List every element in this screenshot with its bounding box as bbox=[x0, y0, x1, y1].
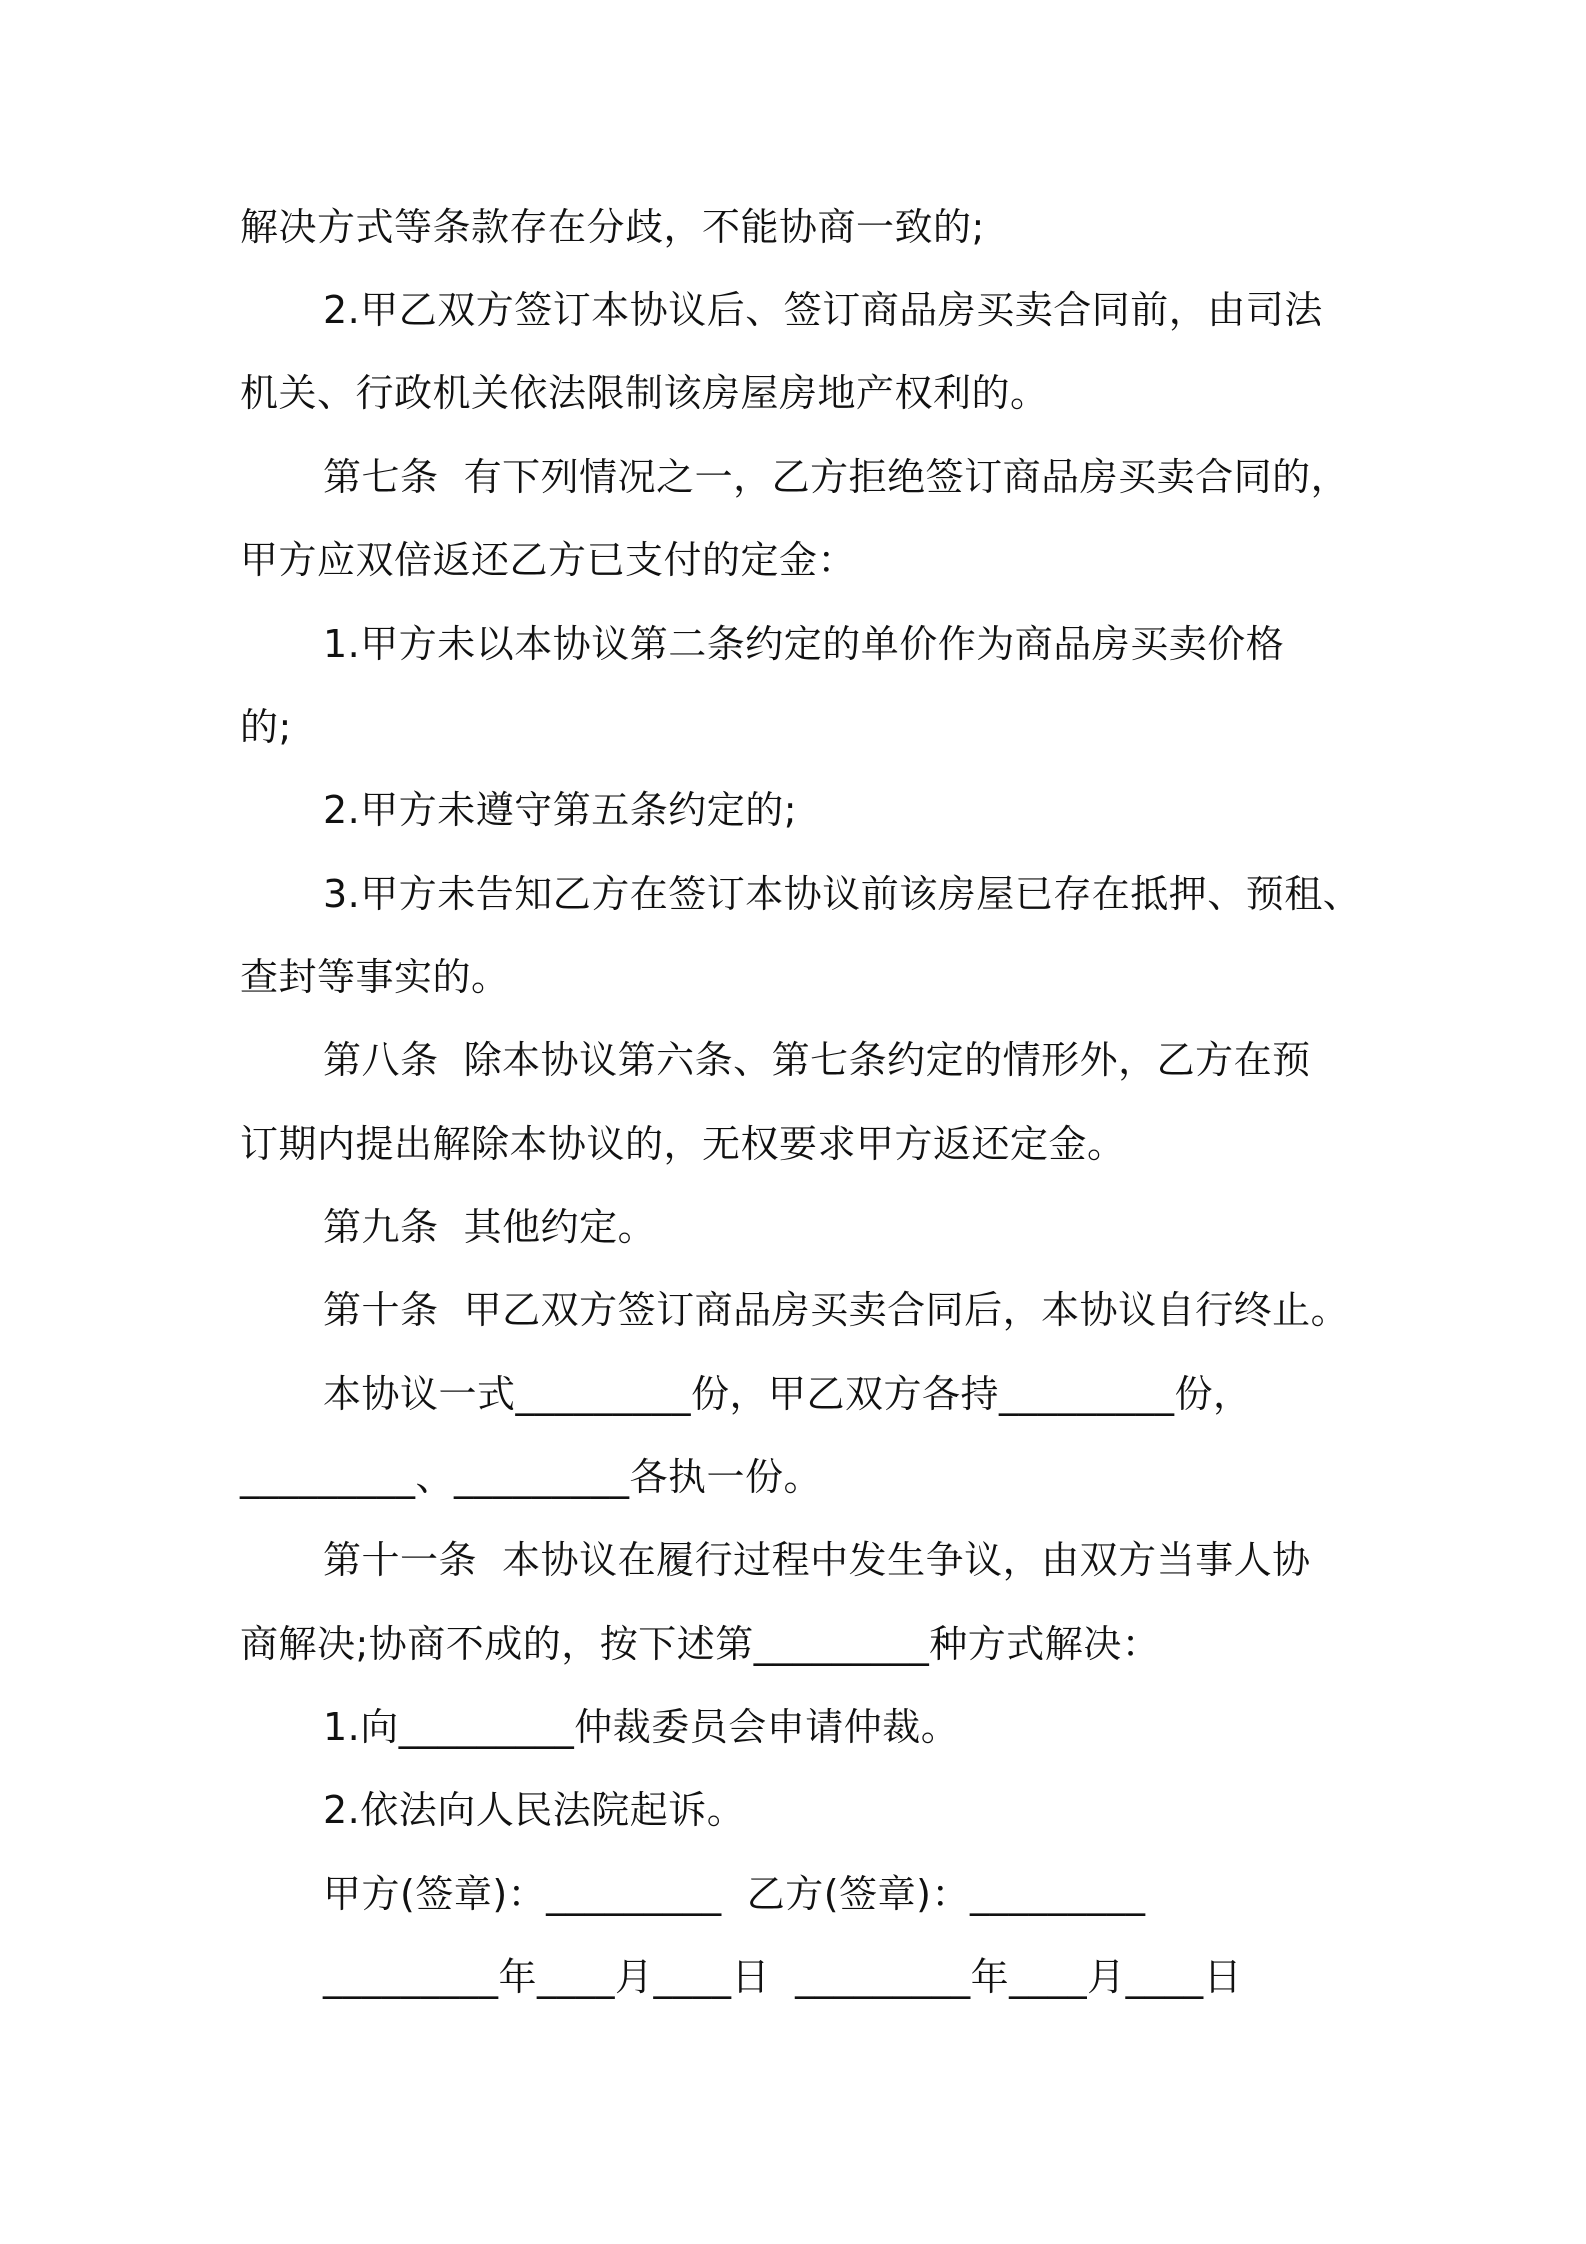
line-11: 第八条 除本协议第六条、第七条约定的情形外，乙方在预 bbox=[323, 1038, 1311, 1082]
line-8: 2.甲方未遵守第五条约定的; bbox=[323, 788, 798, 832]
line-14: 第十条 甲乙双方签订商品房买卖合同后，本协议自行终止。 bbox=[323, 1288, 1350, 1332]
line-12: 订期内提出解除本协议的，无权要求甲方返还定金。 bbox=[240, 1122, 1126, 1166]
line-13: 第九条 其他约定。 bbox=[323, 1205, 657, 1249]
line-2: 2.甲乙双方签订本协议后、签订商品房买卖合同前，由司法 bbox=[323, 288, 1323, 332]
date-line: _________年____月____日 _________年____月____日 bbox=[323, 1955, 1243, 1999]
line-10: 查封等事实的。 bbox=[240, 955, 510, 999]
line-1: 解决方式等条款存在分歧，不能协商一致的; bbox=[240, 205, 985, 249]
line-19: 1.向_________仲裁委员会申请仲裁。 bbox=[323, 1705, 960, 1749]
line-18: 商解决;协商不成的，按下述第_________种方式解决： bbox=[240, 1622, 1161, 1666]
line-4: 第七条 有下列情况之一，乙方拒绝签订商品房买卖合同的， bbox=[323, 455, 1350, 499]
line-7: 的; bbox=[240, 705, 292, 749]
signature-line: 甲方(签章)：_________ 乙方(签章)：_________ bbox=[323, 1872, 1146, 1916]
line-6: 1.甲方未以本协议第二条约定的单价作为商品房买卖价格 bbox=[323, 622, 1285, 666]
line-9: 3.甲方未告知乙方在签订本协议前该房屋已存在抵押、预租、 bbox=[323, 872, 1362, 916]
line-20: 2.依法向人民法院起诉。 bbox=[323, 1788, 746, 1832]
line-5: 甲方应双倍返还乙方已支付的定金： bbox=[240, 538, 857, 582]
line-3: 机关、行政机关依法限制该房屋房地产权利的。 bbox=[240, 371, 1049, 415]
line-15: 本协议一式_________份，甲乙双方各持_________份， bbox=[323, 1372, 1252, 1416]
line-17: 第十一条 本协议在履行过程中发生争议，由双方当事人协 bbox=[323, 1538, 1311, 1582]
line-16: _________、_________各执一份。 bbox=[240, 1455, 823, 1499]
